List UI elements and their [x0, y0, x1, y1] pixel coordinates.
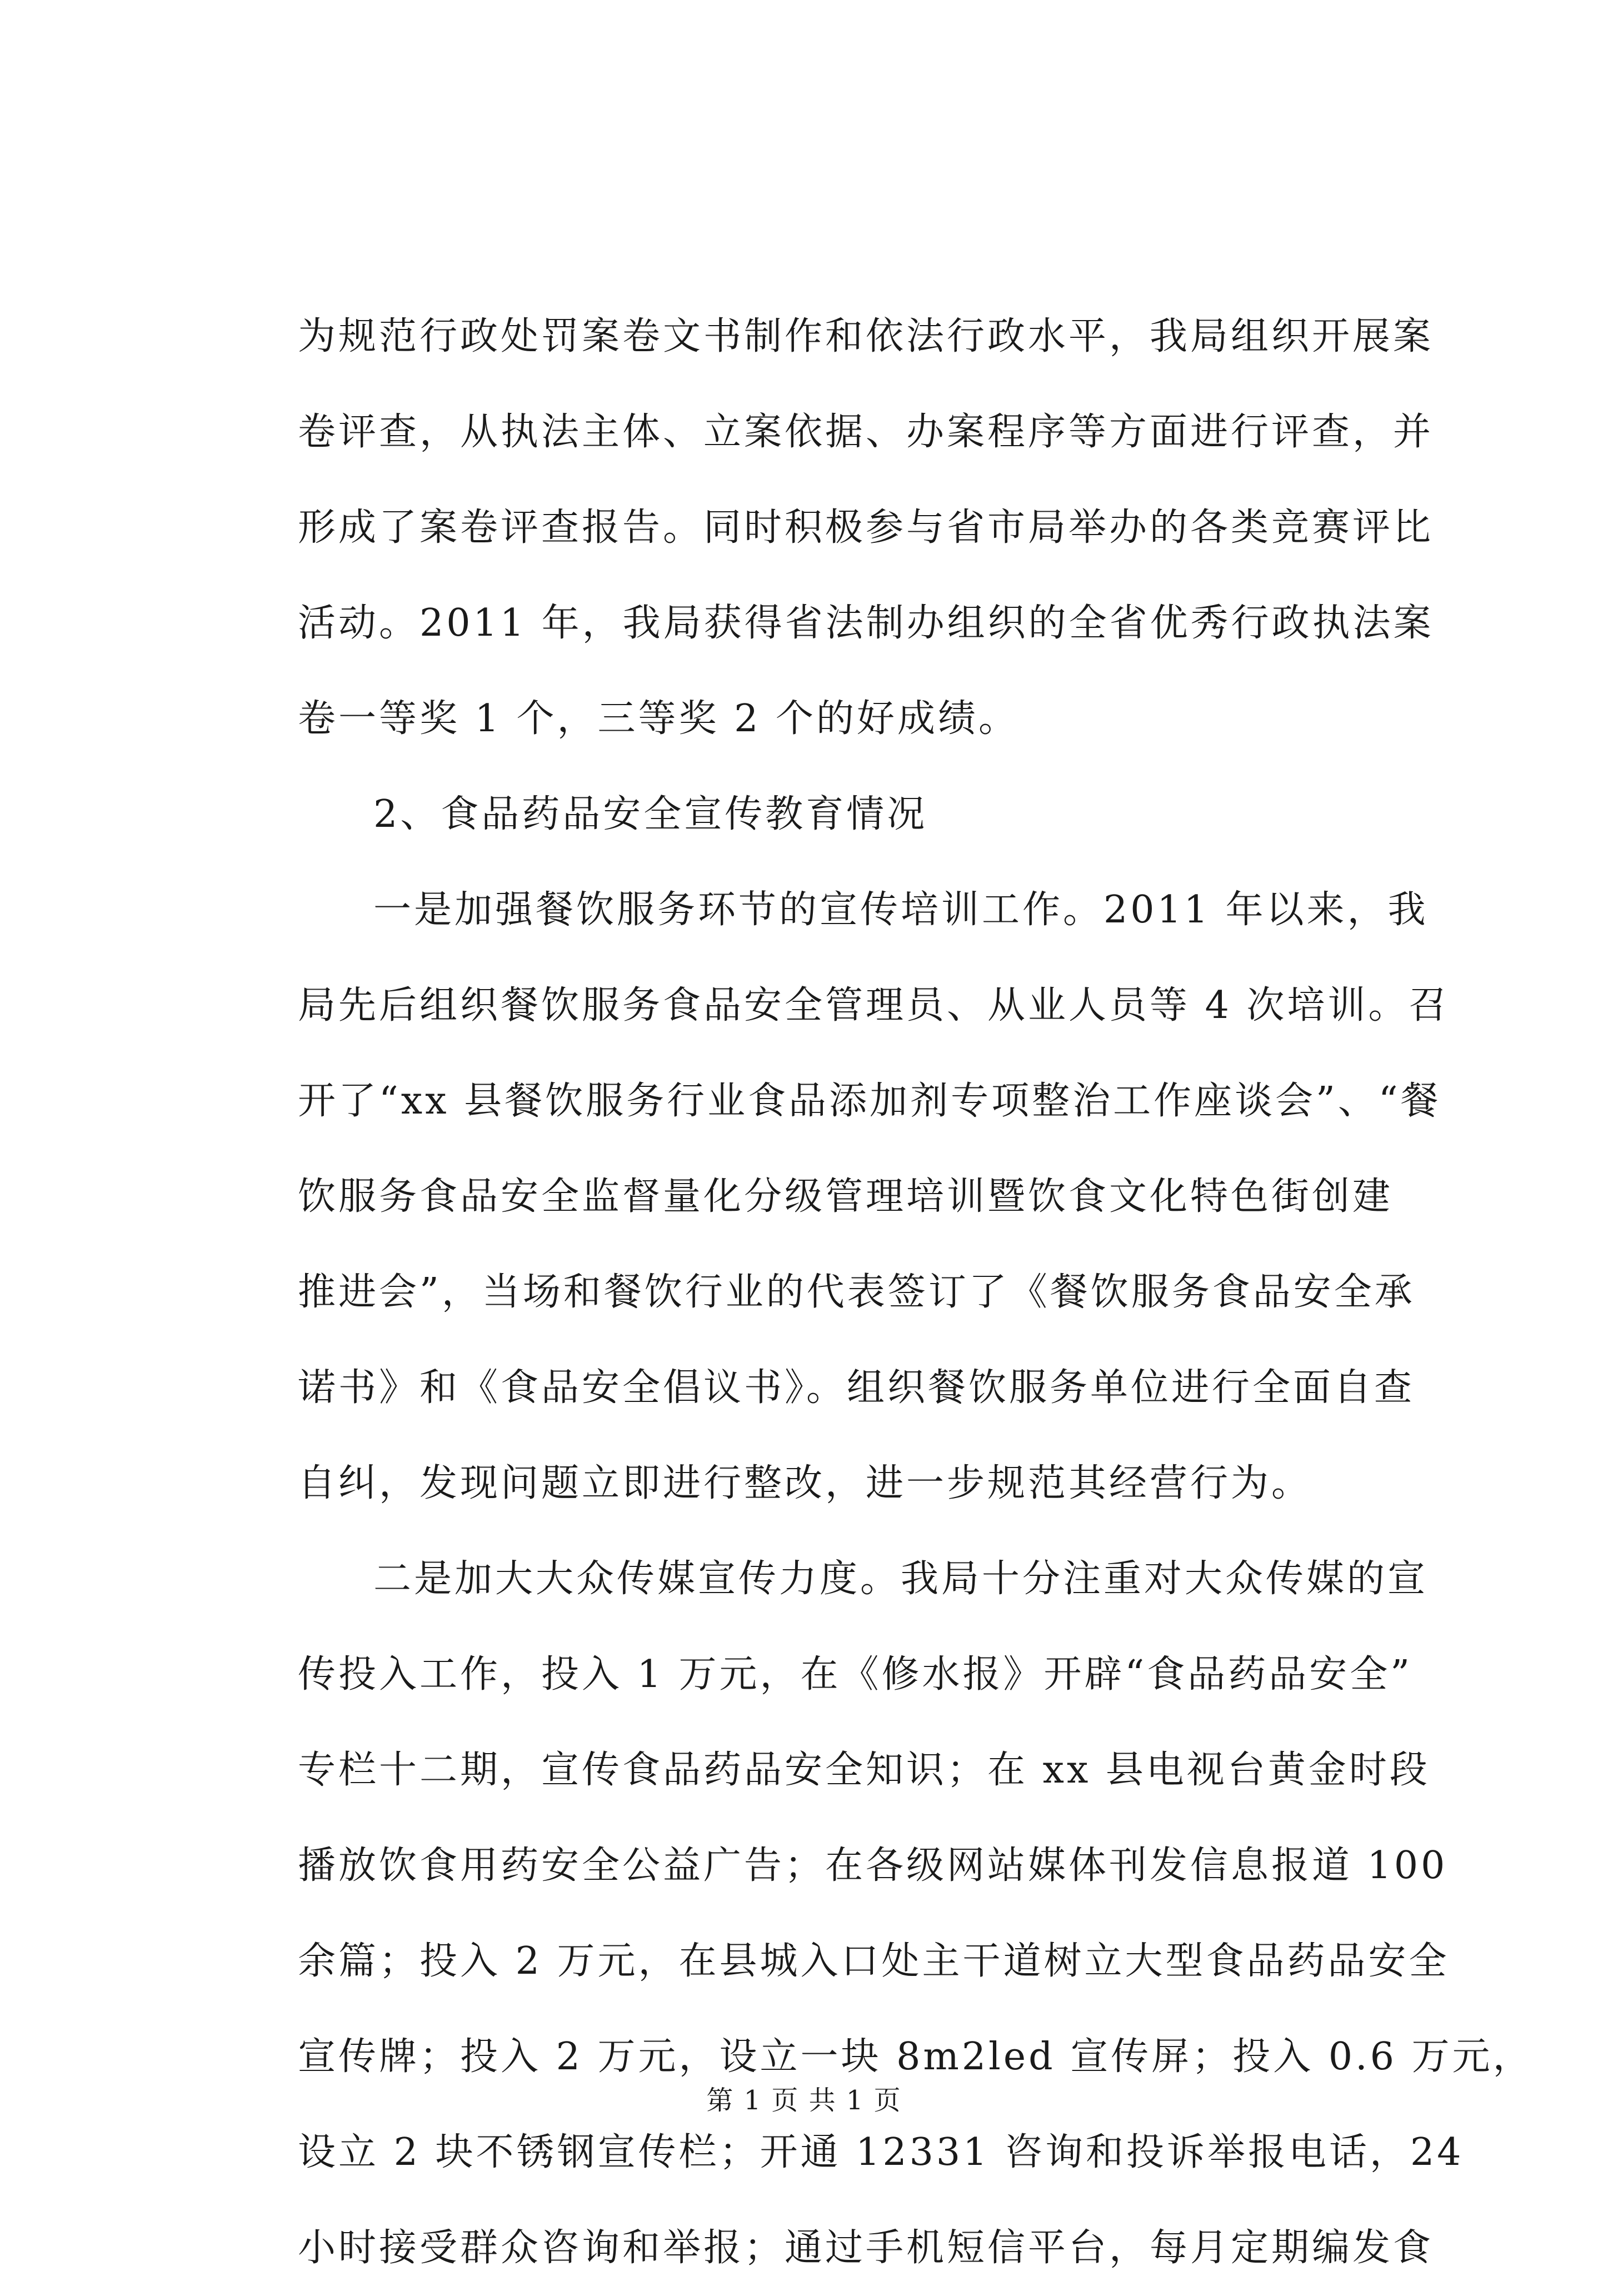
- text-line: 饮服务食品安全监督量化分级管理培训暨饮食文化特色街创建: [298, 1175, 1394, 1219]
- section-heading: 2、食品药品安全宣传教育情况: [373, 792, 928, 836]
- document-body: [298, 289, 1534, 2296]
- text-line: 传投入工作，投入 1 万元，在《修水报》开辟“食品药品安全”: [298, 1653, 1413, 1696]
- page-number-label: 第 1 页 共 1 页: [706, 2085, 902, 2116]
- text-line: 诺书》和《食品安全倡议书》。组织餐饮服务单位进行全面自查: [298, 1366, 1415, 1410]
- text-line: 宣传牌；投入 2 万元，设立一块 8m2led 宣传屏；投入 0.6 万元，: [298, 2035, 1534, 2079]
- text-line: 推进会”，当场和餐饮行业的代表签订了《餐饮服务食品安全承: [298, 1270, 1415, 1314]
- text-line: 活动。2011 年，我局获得省法制办组织的全省优秀行政执法案: [298, 601, 1434, 645]
- text-line: 余篇；投入 2 万元，在县城入口处主干道树立大型食品药品安全: [298, 1939, 1450, 1983]
- text-line: 卷评查，从执法主体、立案依据、办案程序等方面进行评查，并: [298, 410, 1434, 454]
- text-line: 一是加强餐饮服务环节的宣传培训工作。2011 年以来，我: [373, 888, 1429, 932]
- text-line: 形成了案卷评查报告。同时积极参与省市局举办的各类竞赛评比: [298, 506, 1434, 550]
- text-line: 开了“xx 县餐饮服务行业食品添加剂专项整治工作座谈会”、“餐: [298, 1079, 1441, 1123]
- text-line: 卷一等奖 1 个，三等奖 2 个的好成绩。: [298, 697, 1019, 741]
- text-line: 局先后组织餐饮服务食品安全管理员、从业人员等 4 次培训。召: [298, 984, 1450, 1027]
- text-line: 为规范行政处罚案卷文书制作和依法行政水平，我局组织开展案: [298, 315, 1434, 358]
- text-line: 专栏十二期，宣传食品药品安全知识；在 xx 县电视台黄金时段: [298, 1748, 1430, 1792]
- page-footer: [0, 2078, 1608, 2123]
- text-line: 自纠，发现问题立即进行整改，进一步规范其经营行为。: [298, 1461, 1312, 1505]
- text-line: 小时接受群众咨询和举报；通过手机短信平台，每月定期编发食: [298, 2226, 1434, 2270]
- text-line: 二是加大大众传媒宣传力度。我局十分注重对大众传媒的宣: [373, 1557, 1429, 1601]
- text-line: 设立 2 块不锈钢宣传栏；开通 12331 咨询和投诉举报电话，24: [298, 2130, 1464, 2174]
- text-line: 播放饮食用药安全公益广告；在各级网站媒体刊发信息报道 100: [298, 1844, 1448, 1888]
